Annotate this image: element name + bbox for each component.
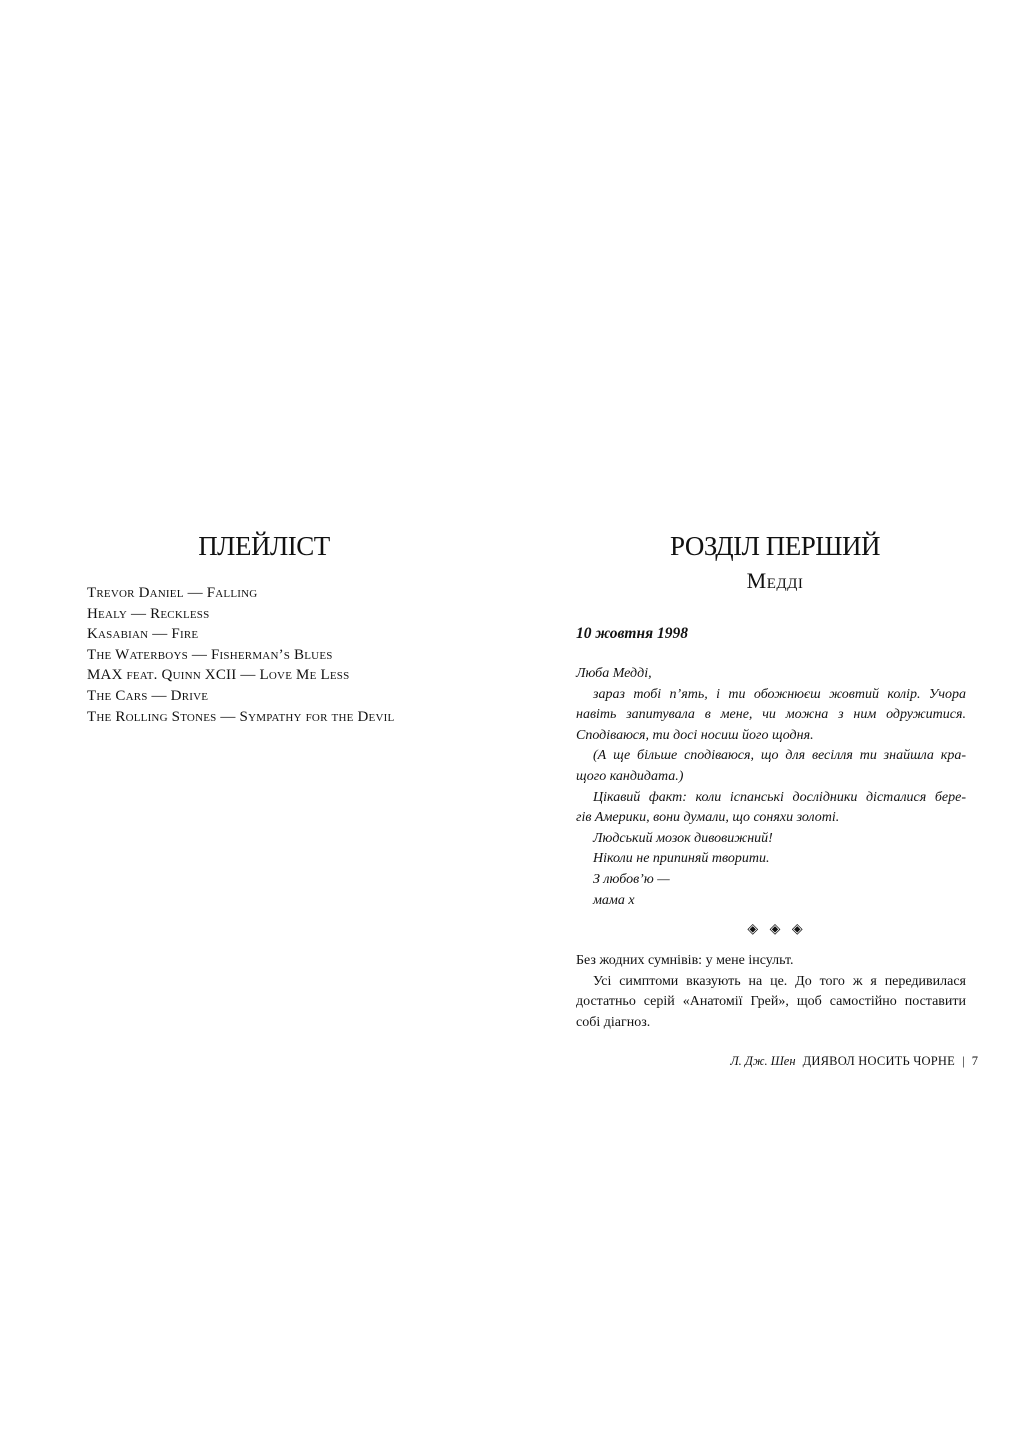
playlist-item: Kasabian — Fire — [87, 626, 199, 643]
playlist-item: The Cars — Drive — [87, 687, 209, 704]
chapter-subtitle: Медді — [746, 568, 804, 593]
letter-line: Людський мозок дивовижний! — [593, 830, 773, 846]
letter-greeting: Люба Медді, — [576, 666, 652, 681]
letter-line: (А ще більше сподіваюся, що для весілля ти знайшла кра- — [593, 748, 966, 764]
body-line: Без жодних сумнівів: у мене інсульт. — [576, 953, 794, 968]
playlist-item: Healy — Reckless — [87, 605, 210, 622]
letter-line: зараз тобі п’ять, і ти обожнюєш жовтий колір. Учора — [593, 686, 966, 702]
page-number: 7 — [971, 1054, 978, 1068]
section-break-ornament — [517, 920, 1033, 940]
letter-line: Цікавий факт: коли іспанські дослідники дісталися бере- — [593, 789, 966, 805]
playlist — [87, 583, 394, 727]
body-line: собі діагноз. — [576, 1014, 651, 1030]
playlist-item: The Rolling Stones — Sympathy for the Devil — [87, 708, 395, 725]
letter-signature: мама x — [593, 892, 635, 908]
playlist-item: The Waterboys — Fisherman’s Blues — [87, 646, 333, 663]
letter-line: Сподіваюся, ти досі носиш його щодня. — [576, 727, 814, 743]
diamond-ornament-icon: ◈ — [747, 922, 759, 937]
footer-book-title: ДИЯВОЛ НОСИТЬ ЧОРНЕ — [802, 1054, 955, 1068]
playlist-heading: ПЛЕЙЛІСТ — [198, 531, 330, 561]
footer-separator: | — [962, 1054, 965, 1068]
playlist-item: Trevor Daniel — Falling — [87, 585, 258, 601]
page-footer — [730, 1052, 978, 1070]
letter — [576, 664, 966, 911]
chapter-body — [576, 951, 966, 1033]
body-line: Усі симптоми вказують на це. До того ж я передивилася — [593, 973, 966, 989]
chapter-title: РОЗДІЛ ПЕРШИЙ — [670, 531, 880, 561]
letter-line: щого кандидата.) — [576, 768, 684, 784]
letter-line: гів Америки, вони думали, що соняхи золоті. — [576, 810, 840, 826]
letter-line: Ніколи не припиняй творити. — [593, 851, 770, 867]
letter-line: З любов’ю — — [593, 871, 670, 887]
diamond-ornament-icon: ◈ — [791, 922, 803, 937]
body-line: достатньо серій «Анатомії Грей», щоб самостійно поставити — [576, 994, 966, 1010]
playlist-item: MAX feat. Quinn XCII — Love Me Less — [87, 667, 350, 684]
diamond-ornament-icon: ◈ — [769, 922, 781, 937]
letter-date: 10 жовтня 1998 — [576, 625, 688, 642]
letter-line: навіть запитувала в мене, чи можна з ним одружитися. — [576, 707, 966, 723]
footer-author: Л. Дж. Шен — [730, 1054, 796, 1068]
